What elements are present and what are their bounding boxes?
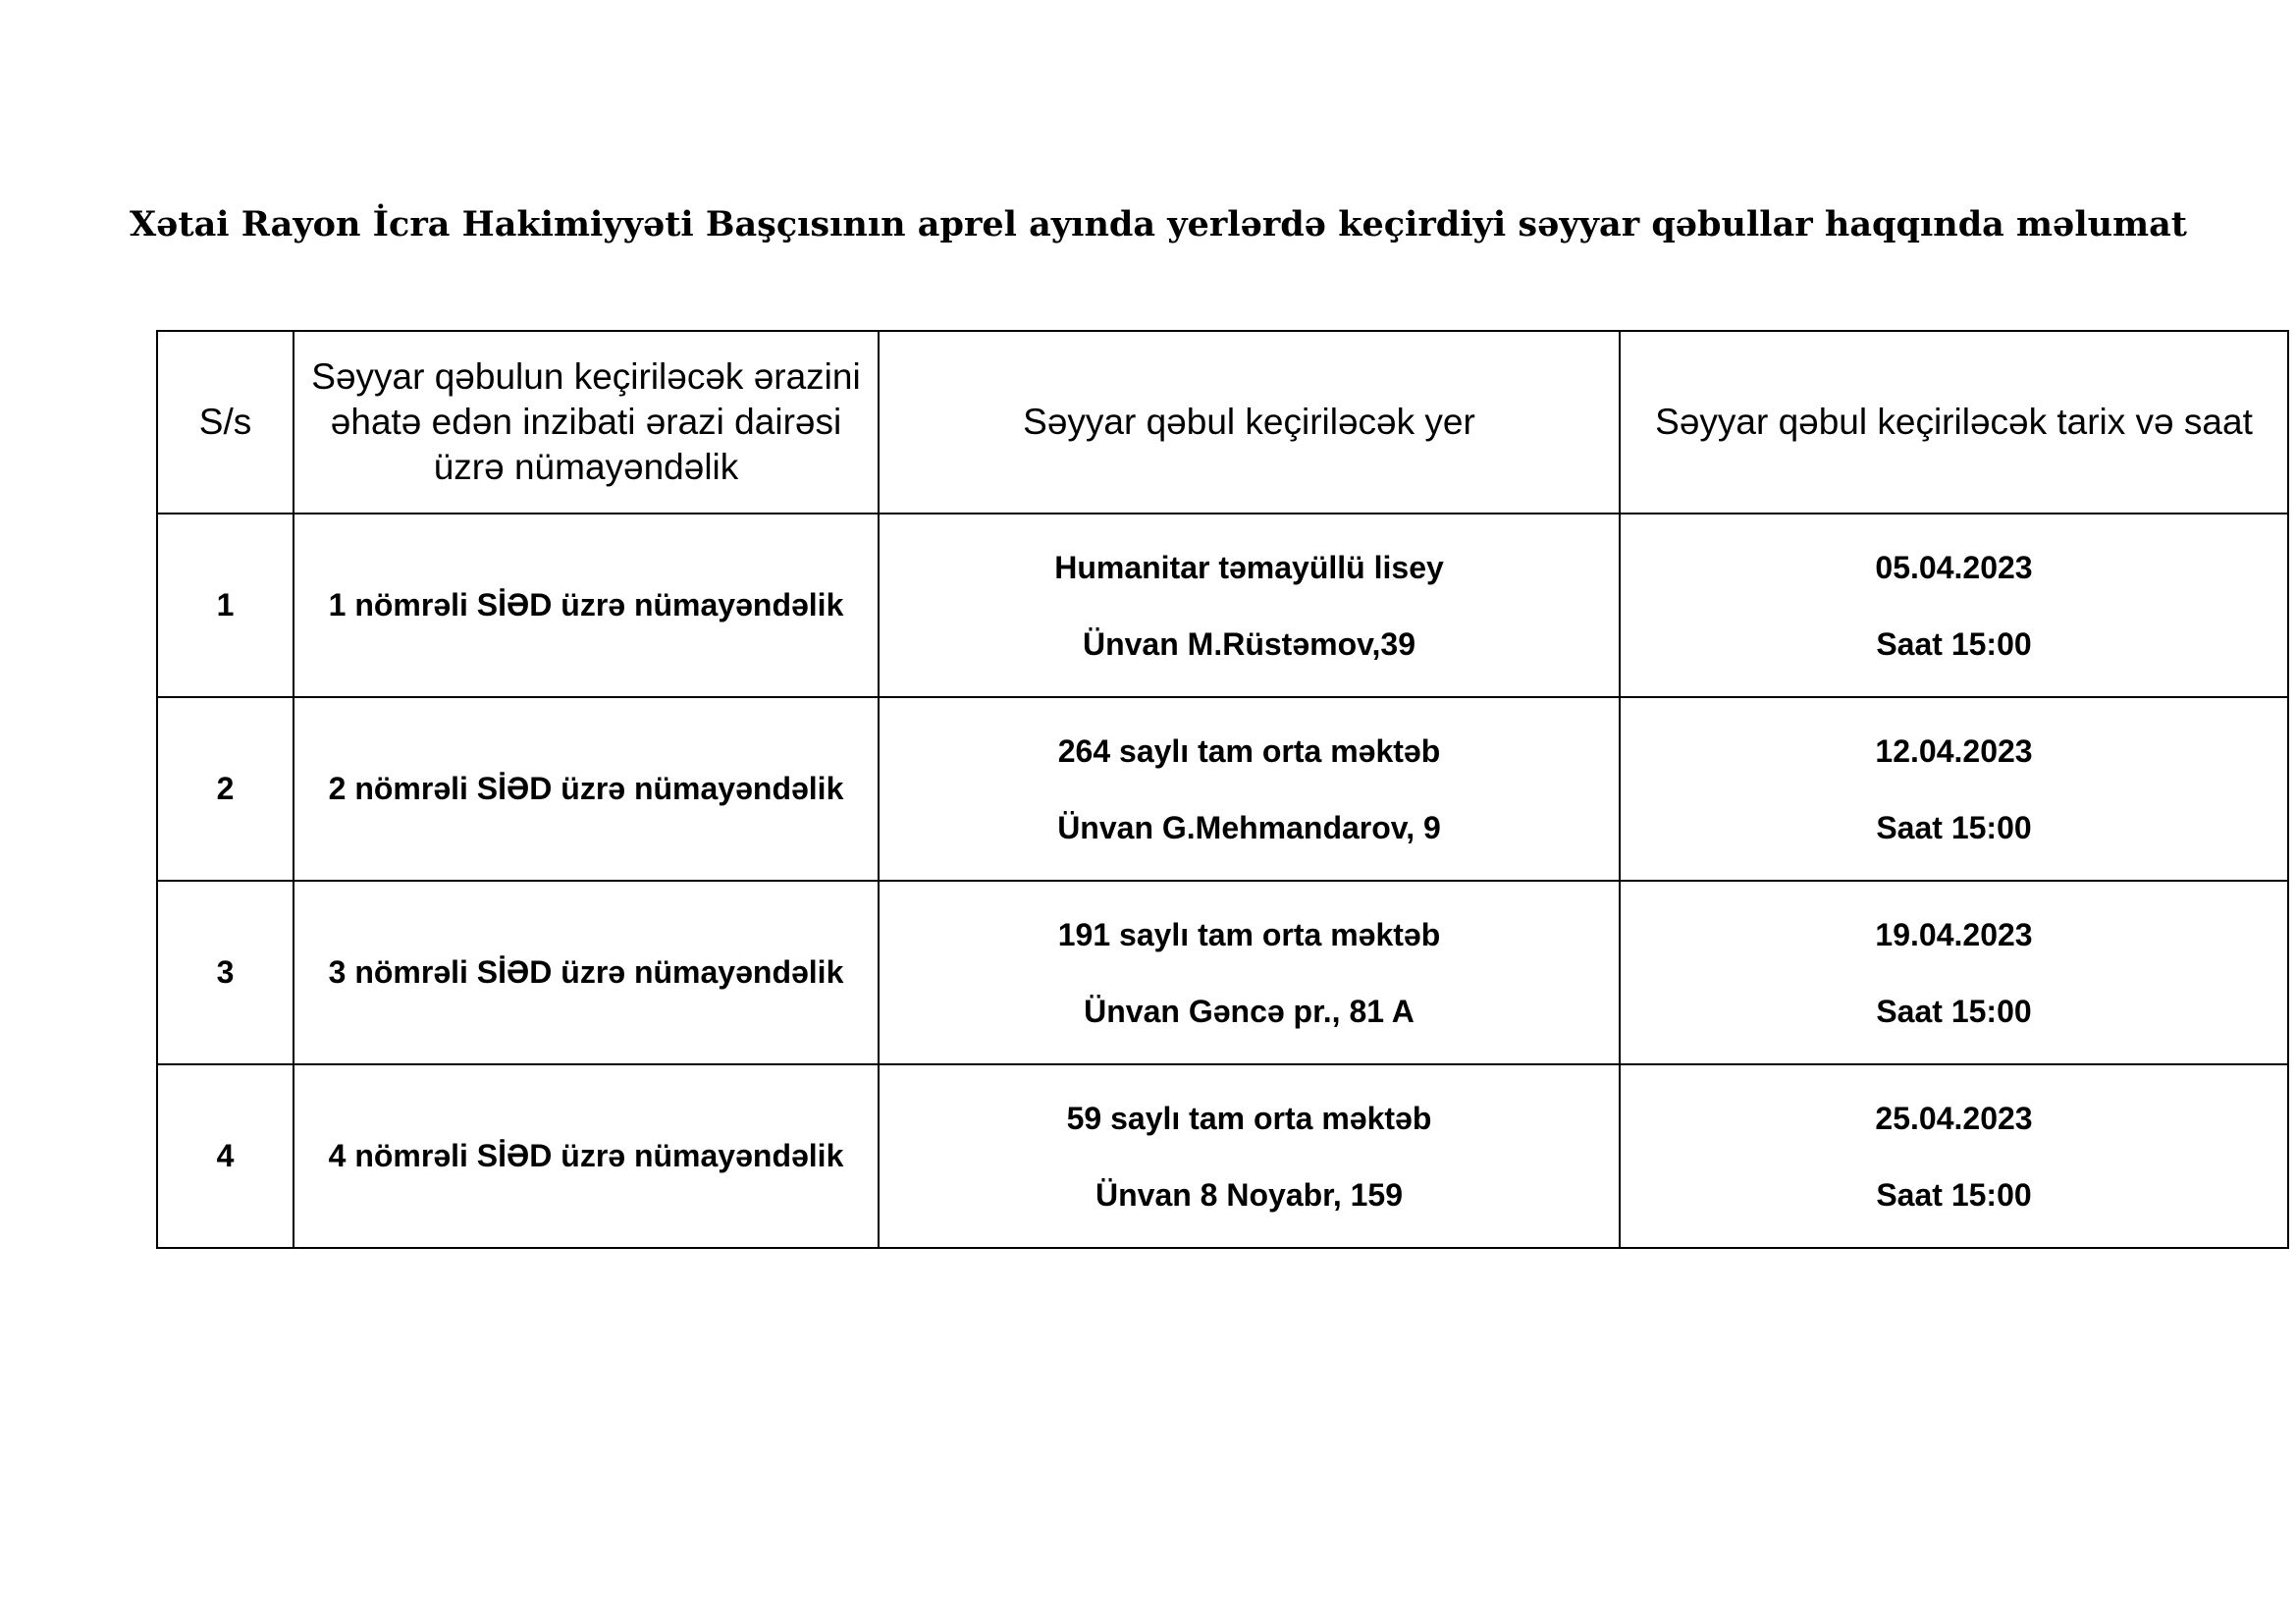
row-datetime-cell (1620, 697, 2288, 881)
row-datetime-cell (1620, 881, 2288, 1064)
row-place: Humanitar təmayüllü lisey (1054, 549, 1444, 585)
row-place-cell (879, 697, 1620, 881)
header-district: Səyyar qəbulun keçiriləcək ərazini əhatə edən inzibati ərazi dairəsi üzrə nümayəndəlik (294, 331, 879, 514)
row-time: Saat 15:00 (1876, 993, 2032, 1029)
row-number: 4 (157, 1064, 294, 1248)
row-address: Ünvan 8 Noyabr, 159 (1095, 1176, 1404, 1213)
table-row (157, 697, 2288, 881)
table-row (157, 514, 2288, 697)
row-time: Saat 15:00 (1876, 1176, 2032, 1213)
reception-schedule-table (156, 330, 2289, 1249)
row-district: 4 nömrəli SİƏD üzrə nümayəndəlik (294, 1064, 879, 1248)
row-date: 05.04.2023 (1875, 549, 2033, 585)
row-datetime-cell (1620, 514, 2288, 697)
row-district: 2 nömrəli SİƏD üzrə nümayəndəlik (294, 697, 879, 881)
row-address: Ünvan Gəncə pr., 81 A (1084, 993, 1415, 1029)
row-number: 2 (157, 697, 294, 881)
row-district: 3 nömrəli SİƏD üzrə nümayəndəlik (294, 881, 879, 1064)
header-place: Səyyar qəbul keçiriləcək yer (879, 331, 1620, 514)
row-datetime-cell (1620, 1064, 2288, 1248)
row-place-cell (879, 1064, 1620, 1248)
row-date: 25.04.2023 (1875, 1100, 2033, 1136)
row-number: 1 (157, 514, 294, 697)
document-title: Xətai Rayon İcra Hakimiyyəti Başçısının aprel ayında yerlərdə keçirdiyi səyyar qəbullar haqqında məlumat (130, 204, 2187, 244)
table-header-row (157, 331, 2288, 514)
row-date: 12.04.2023 (1875, 732, 2033, 769)
row-address: Ünvan G.Mehmandarov, 9 (1057, 809, 1441, 845)
row-place: 191 saylı tam orta məktəb (1057, 916, 1441, 952)
row-place-cell (879, 881, 1620, 1064)
row-address: Ünvan M.Rüstəmov,39 (1082, 625, 1416, 662)
row-time: Saat 15:00 (1876, 625, 2032, 662)
row-place-cell (879, 514, 1620, 697)
row-time: Saat 15:00 (1876, 809, 2032, 845)
row-date: 19.04.2023 (1875, 916, 2033, 952)
table-row (157, 881, 2288, 1064)
header-datetime: Səyyar qəbul keçiriləcək tarix və saat (1620, 331, 2288, 514)
row-district: 1 nömrəli SİƏD üzrə nümayəndəlik (294, 514, 879, 697)
row-number: 3 (157, 881, 294, 1064)
row-place: 264 saylı tam orta məktəb (1057, 732, 1441, 769)
table-row (157, 1064, 2288, 1248)
header-number: S/s (157, 331, 294, 514)
row-place: 59 saylı tam orta məktəb (1066, 1100, 1432, 1136)
